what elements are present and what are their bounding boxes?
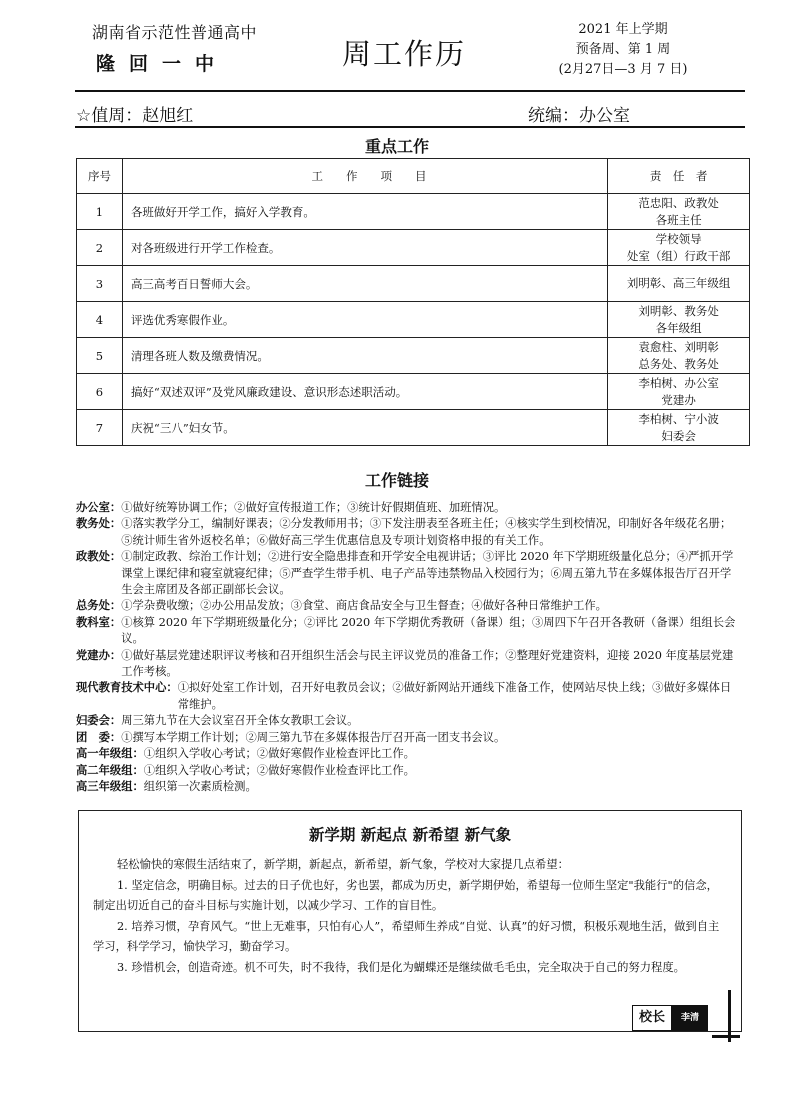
column-header-owner: 责 任 者	[608, 159, 750, 194]
department-label: 教务处：	[76, 517, 122, 531]
work-links-title: 工作链接	[364, 471, 429, 490]
row-owner	[608, 410, 750, 446]
owner-line: 袁愈柱、刘明彰	[638, 339, 719, 354]
department-tasks: ①落实教学分工，编制好课表；②分发教师用书；③下发注册表至各班主任；④核实学生到校情况，印制好各年级花名册；⑤统计师生省外返校名单；⑥做好高三学生优惠信息及专项计划资格申报的有关工作。	[121, 517, 732, 547]
school-name-block	[92, 22, 272, 78]
department-label: 办公室：	[76, 501, 122, 514]
list-item	[76, 598, 742, 614]
principal-message-box	[78, 810, 742, 1032]
department-label: 教科室：	[76, 615, 122, 629]
week-label: 预备周、第 1 周	[575, 42, 671, 57]
department-tasks: ①做好基层党建述职评议考核和召开组织生活会与民主评议党员的准备工作；②整理好党建资料，迎接 2020 年度基层党建工作考核。	[121, 648, 734, 679]
department-label: 妇委会：	[76, 714, 122, 728]
list-item	[76, 500, 742, 516]
list-item	[76, 713, 742, 729]
column-header-item: 工 作 项 目	[122, 159, 607, 194]
school-province-label: 湖南省示范性普通高中	[92, 23, 258, 42]
row-owner	[608, 230, 750, 266]
row-owner	[608, 266, 750, 302]
list-item	[76, 516, 742, 549]
table-row	[77, 194, 750, 230]
table-row	[77, 338, 750, 374]
message-title: 新学期 新起点 新希望 新气象	[308, 826, 512, 844]
row-number: 6	[77, 374, 123, 410]
list-item	[76, 763, 742, 779]
row-number: 4	[77, 302, 123, 338]
message-paragraph: 轻松愉快的寒假生活结束了，新学期，新起点，新希望，新气象，学校对大家提几点希望：	[117, 858, 569, 871]
department-tasks: 组织第一次素质检测。	[143, 779, 257, 793]
department-tasks: 周三第九节在大会议室召开全体女教职工会议。	[121, 714, 359, 728]
school-name: 隆回一中	[96, 53, 229, 75]
table-row	[77, 374, 750, 410]
row-number: 5	[77, 338, 123, 374]
department-label: 高一年级组：	[76, 747, 144, 761]
duty-divider	[75, 126, 745, 128]
owner-line: 总务处、教务处	[638, 356, 719, 371]
table-row	[77, 230, 750, 266]
list-item	[76, 680, 742, 713]
row-item: 搞好“双述双评”及党风廉政建设、意识形态述职活动。	[122, 374, 607, 410]
header-divider	[75, 90, 745, 92]
owner-line: 学校领导	[655, 231, 702, 246]
row-number: 3	[77, 266, 123, 302]
list-item	[76, 779, 742, 795]
department-tasks: ①制定政教、综治工作计划；②进行安全隐患排查和开学安全电视讲话；③评比 2020 年下学期班级量化总分；④严抓开学课堂上课纪律和寝室就寝纪律；⑤严查学生带手机、电子产品等违禁物品入校园行为；⑥周五第九节在多媒体报告厅召开学生会主席团及各部正副部长会议。	[121, 550, 734, 597]
table-row	[77, 302, 750, 338]
department-tasks: ①学杂费收缴；②办公用品发放；③食堂、商店食品安全与卫生督查；④做好各种日常维护工作。	[121, 599, 607, 613]
department-tasks: ①组织入学收心考试；②做好寒假作业检查评比工作。	[143, 763, 415, 777]
department-tasks: ①拟好处室工作计划，召开好电教员会议；②做好新网站开通线下准备工作，使网站尽快上线；③做好多媒体日常维护。	[177, 681, 732, 711]
department-tasks: ①核算 2020 年下学期班级量化分；②评比 2020 年下学期优秀教研（备课）组；③周四下午召开各教研（备课）组组长会议。	[121, 615, 736, 646]
department-label: 总务处：	[76, 599, 122, 613]
list-item	[76, 648, 742, 681]
department-label: 团 委：	[76, 730, 122, 744]
work-links-list	[76, 500, 742, 795]
table-row	[77, 410, 750, 446]
signature-label: 校长	[632, 1005, 672, 1031]
key-work-table	[76, 158, 750, 446]
key-work-title: 重点工作	[364, 137, 429, 156]
department-label: 现代教育技术中心：	[76, 681, 178, 695]
owner-line: 刘明彰、教务处	[638, 303, 719, 318]
department-tasks: ①做好统筹协调工作；②做好宣传报道工作；③统计好假期值班、加班情况。	[121, 501, 506, 514]
owner-line: 各年级组	[655, 320, 702, 335]
owner-line: 李柏树、办公室	[638, 375, 719, 390]
row-owner	[608, 194, 750, 230]
message-paragraph: 1. 坚定信念，明确目标。过去的日子优也好，劣也罢，都成为历史，新学期伊始，希望每一位师生坚定"我能行"的信念，制定出切近自己的奋斗目标与实施计划，以减少学习、工作的盲目性。	[93, 878, 718, 912]
table-row	[77, 266, 750, 302]
signature-seal: 李清	[672, 1005, 708, 1031]
row-item: 庆祝“三八”妇女节。	[122, 410, 607, 446]
row-number: 1	[77, 194, 123, 230]
row-item: 对各班级进行开学工作检查。	[122, 230, 607, 266]
term-label: 2021 年上学期	[578, 22, 668, 37]
date-range-label: (2月27日—3 月 7 日)	[558, 62, 688, 77]
department-tasks: ①组织入学收心考试；②做好寒假作业检查评比工作。	[143, 747, 415, 761]
row-item: 清理各班人数及缴费情况。	[122, 338, 607, 374]
row-number: 7	[77, 410, 123, 446]
term-info-block	[538, 20, 708, 80]
row-owner	[608, 302, 750, 338]
list-item	[76, 730, 742, 746]
list-item	[76, 746, 742, 762]
column-header-no: 序号	[77, 159, 123, 194]
row-item: 高三高考百日誓师大会。	[122, 266, 607, 302]
corner-mark-horizontal	[712, 1035, 740, 1038]
message-paragraph: 3. 珍惜机会，创造奇迹。机不可失，时不我待，我们是化为蝴蝶还是继续做毛毛虫，完全取决于自己的努力程度。	[117, 960, 685, 974]
owner-line: 李柏树、宁小波	[638, 411, 719, 426]
owner-line: 各班主任	[655, 212, 702, 227]
row-number: 2	[77, 230, 123, 266]
list-item	[76, 549, 742, 598]
department-label: 高三年级组：	[76, 779, 144, 793]
owner-line: 党建办	[661, 392, 696, 407]
owner-line: 范忠阳、政教处	[638, 195, 719, 210]
page-title: 周工作历	[342, 37, 467, 71]
row-item: 评选优秀寒假作业。	[122, 302, 607, 338]
message-paragraph: 2. 培养习惯，孕育风气。“世上无难事，只怕有心人”，希望师生养成“自觉、认真”的好习惯，积极乐观地生活，做到自主学习，科学学习，愉快学习，勤奋学习。	[93, 919, 720, 953]
row-owner	[608, 374, 750, 410]
department-label: 高二年级组：	[76, 763, 144, 777]
list-item	[76, 615, 742, 648]
row-owner	[608, 338, 750, 374]
message-body	[93, 855, 729, 978]
department-label: 政教处：	[76, 550, 122, 564]
department-tasks: ①撰写本学期工作计划；②周三第九节在多媒体报告厅召开高一团支书会议。	[121, 730, 506, 744]
row-item: 各班做好开学工作，搞好入学教育。	[122, 194, 607, 230]
department-label: 党建办：	[76, 648, 122, 662]
table-header-row	[77, 159, 750, 194]
compiled-by-label: 统编：办公室	[528, 106, 630, 126]
on-duty-label: ☆值周：赵旭红	[76, 106, 194, 126]
principal-signature	[632, 1005, 708, 1031]
owner-line: 妇委会	[661, 428, 696, 443]
owner-line: 处室（组）行政干部	[626, 248, 731, 263]
owner-line: 刘明彰、高三年级组	[626, 276, 731, 290]
